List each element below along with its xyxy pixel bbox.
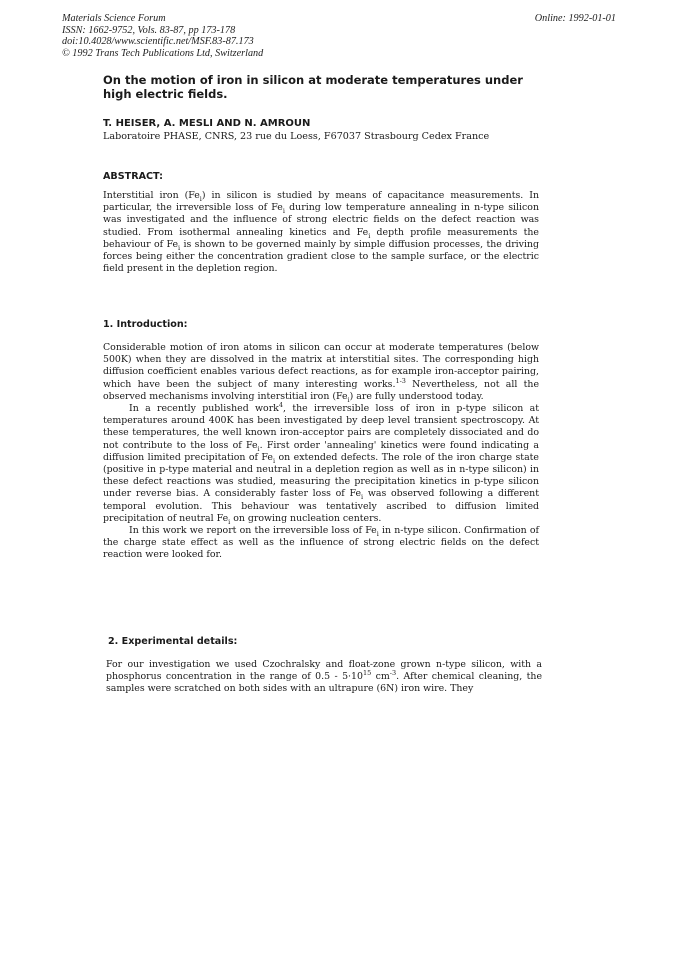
section-heading-experimental: 2. Experimental details: xyxy=(108,636,238,647)
authors: T. HEISER, A. MESLI AND N. AMROUN xyxy=(103,118,311,129)
journal-name: Materials Science Forum xyxy=(62,13,166,24)
issn-line: ISSN: 1662-9752, Vols. 83-87, pp 173-178 xyxy=(62,24,236,36)
section-heading-introduction: 1. Introduction: xyxy=(103,319,188,330)
experimental-paragraph: For our investigation we used Czochralsky and float-zone grown n-type silicon, with a phosphorus concentration in the range of $0.5 - 5\cdot 10^{15}$ $cm^{-3}$. After chemical cleaning, the samples were scratched on both sides with an ultrapure (6N) iron wire. They xyxy=(106,659,542,695)
citation-ref[interactable]: 4 xyxy=(278,400,283,409)
abstract-paragraph: Interstitial iron $(Fe_i)$ in silicon is studied by means of capacitance measurements. In particular, the irreversible loss of $Fe_i$ during low temperature annealing in n-type silicon was investigated and the influence of strong electric fields on the defect reaction was studied. From isothermal annealing kinetics and $Fe_i$ depth profile measurements the behaviour of $Fe_i$ is shown to be governed mainly by simple diffusion processes, the driving forces being either the concentration gradient close to the sample surface, or the electric field present in the depletion region. xyxy=(103,190,540,275)
experimental-body xyxy=(106,659,542,696)
publication-metadata xyxy=(62,13,263,60)
copyright-line: © 1992 Trans Tech Publications Ltd, Switzerland xyxy=(62,48,264,60)
intro-paragraph-3: In this work we report on the irreversible loss of $Fe_i$ in n-type silicon. Confirmation of the charge state effect as well as the influence of strong electric fields on the defect reaction were looked for. xyxy=(103,525,540,561)
abstract-body xyxy=(103,190,539,275)
paper-title: On the motion of iron in silicon at moderate temperatures under high electric fields. xyxy=(103,73,523,101)
intro-paragraph-1: Considerable motion of iron atoms in silicon can occur at moderate temperatures (below 500K) when they are dissolved in the matrix at interstitial sites. The corresponding high diffusion coefficient enables various defect reactions, as for example iron-acceptor pairing, which have been the subject of many interesting works.$^{1-3}$ Nevertheless, not all the observed mechanisms involving interstitial iron $(Fe_i)$ are fully understood today. xyxy=(103,342,539,404)
online-date: Online: 1992-01-01 xyxy=(534,13,616,24)
affiliation: Laboratoire PHASE, CNRS, 23 rue du Loess, F67037 Strasbourg Cedex France xyxy=(103,131,490,142)
introduction-body xyxy=(103,342,539,562)
doi-line[interactable]: doi:10.4028/www.scientific.net/MSF.83-87.173 xyxy=(62,36,254,48)
abstract-heading: ABSTRACT: xyxy=(103,171,163,182)
citation-ref[interactable]: 1-3 xyxy=(395,376,406,385)
intro-paragraph-2: In a recently published work$^4$, the irreversible loss of iron in p-type silicon at temperatures around 400K has been investigated by deep level transient spectroscopy. At these temperatures, the well known iron-acceptor pairs are completely dissociated and do not contribute to the loss of $Fe_i$. First order 'annealing' kinetics were found indicating a diffusion limited precipitation of $Fe_i$ on extended defects. The role of the iron charge state (positive in p-type material and neutral in a depletion region as well as in n-type silicon) in these defect reactions was studied, measuring the precipitation kinetics in p-type silicon under reverse bias. A considerably faster loss of $Fe_i$ was observed following a different temporal evolution. This behaviour was tentatively ascribed to diffusion limited precipitation of neutral $Fe_i$ on growing nucleation centers. xyxy=(103,400,539,526)
